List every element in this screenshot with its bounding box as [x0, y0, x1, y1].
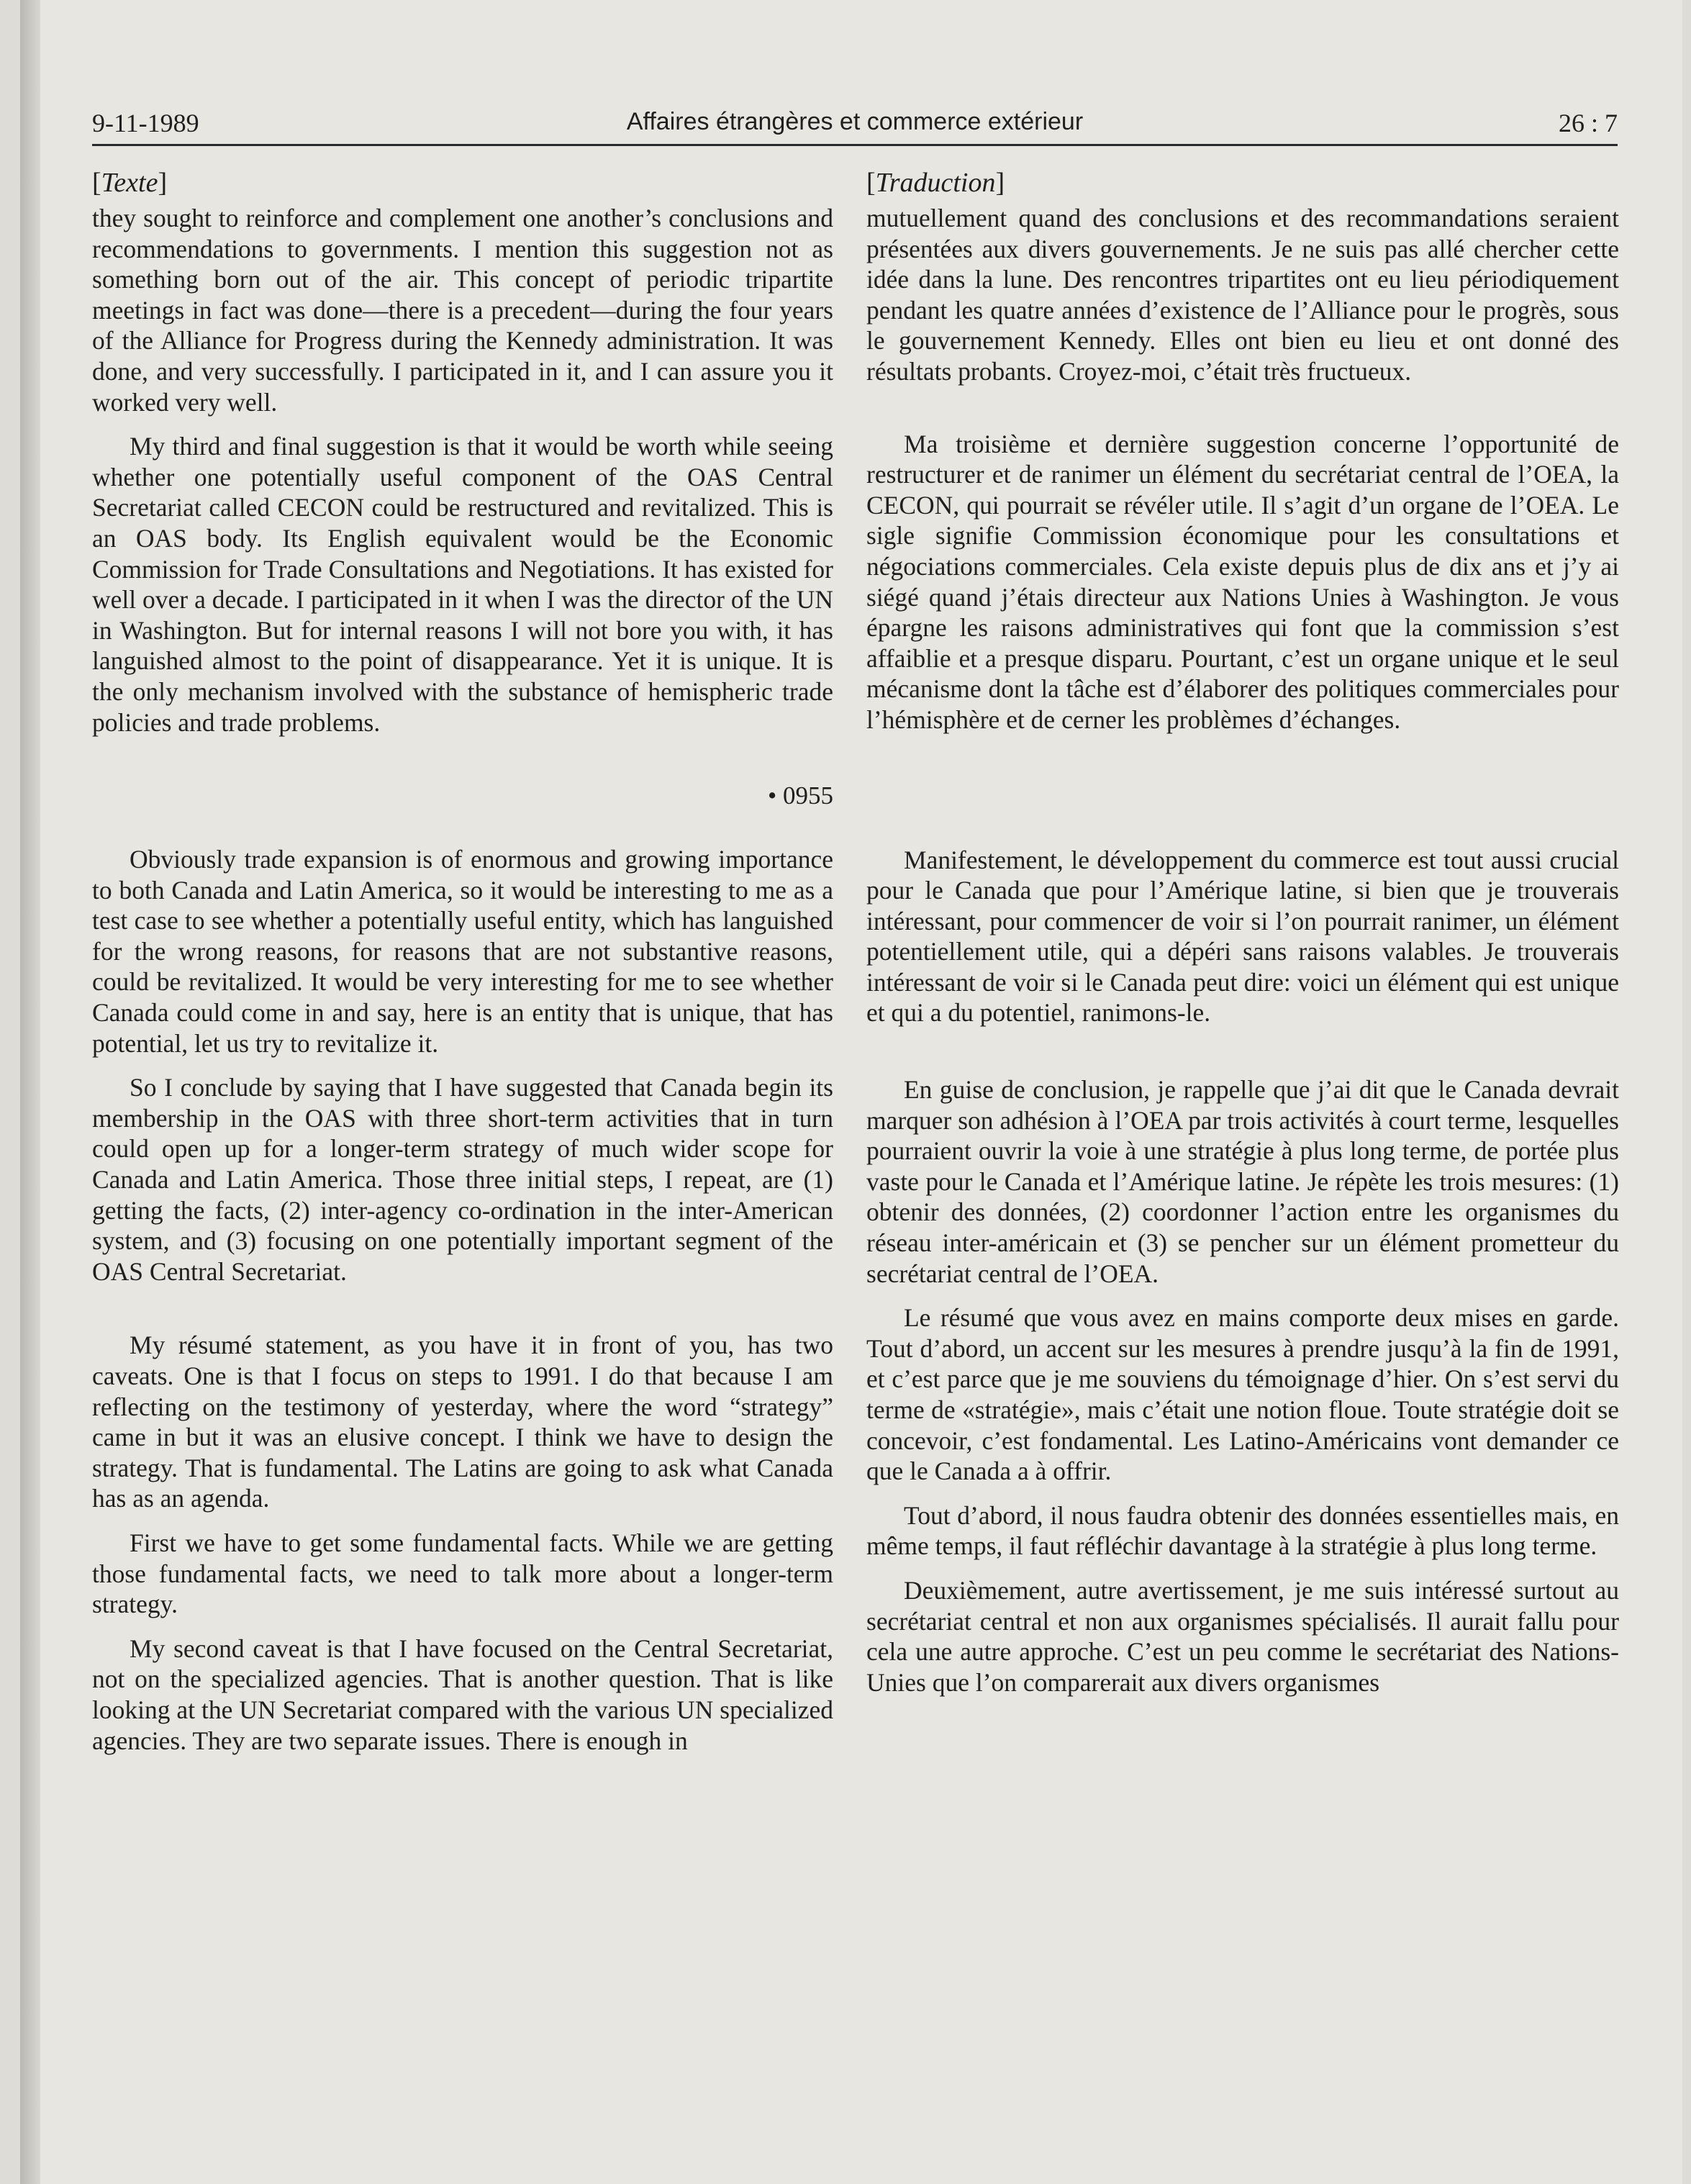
header-date: 9-11-1989: [92, 109, 199, 137]
header-page-number: 26 : 7: [1558, 109, 1618, 137]
french-column: [866, 167, 1619, 1698]
paragraph: My résumé statement, as you have it in front of you, has two caveats. One is that I focus on steps to 1991. I do that because I am reflecting on the testimony of yesterday, where the word “strategy” came in but it was an elusive concept. I think we have to design the strategy. That is fundamental. The Latins are going to ask what Canada has as an agenda.: [92, 1331, 833, 1513]
page-header: [92, 108, 1618, 141]
column-label-texte: [Texte]: [92, 168, 168, 198]
paragraph: So I conclude by saying that I have suggested that Canada begin its membership in the OAS with three short-term activities that in turn could open up for a longer-term strategy of much wider scope for Canada and Latin America. Those three initial steps, I repeat, are (1) getting the facts, (2) inter-agency co-ordination in the inter-American system, and (3) focusing on one potentially important segment of the OAS Central Secretariat.: [92, 1073, 833, 1286]
paragraph: Obviously trade expansion is of enormous and growing importance to both Canada and Latin America, so it would be interesting to me as a test case to see whether a potentially useful entity, which has languished for the wrong reasons, for reasons that are not substantive reasons, could be revitalized. It would be very interesting for me to see whether Canada could come in and say, here is an entity that is unique, that has potential, let us try to revitalize it.: [92, 845, 833, 1058]
paragraph: En guise de conclusion, je rappelle que j’ai dit que le Canada devrait marquer son adhésion à l’OEA par trois activités à court terme, lesquelles pourraient ouvrir la voie à une stratégie à plus long terme, de portée plus vaste pour le Canada et l’Amérique latine. Je répète les trois mesures: (1) obtenir des données, (2) coordonner l’action entre les organismes du réseau inter-américain et (3) se pencher sur un élément prometteur du secrétariat central de l’OEA.: [866, 1075, 1619, 1288]
paragraph: Ma troisième et dernière suggestion concerne l’opportunité de restructurer et de ranimer un élément du secrétariat central de l’OEA, la CECON, qui pourrait se révéler utile. Il s’agit d’un organe de l’OEA. Le sigle signifie Commission économique pour les consultations et négociations commerciales. Cela existe depuis plus de dix ans et j’y ai siégé quand j’étais directeur aux Nations Unies à Washington. Je vous épargne les raisons administratives qui font que la commission s’est affaiblie et a presque disparu. Pourtant, c’est un organe unique et le seul mécanisme dont la tâche est d’élaborer des politiques commerciales pour l’hémisphère et de cerner les problèmes d’échanges.: [866, 429, 1619, 734]
time-marker: • 0955: [767, 781, 833, 810]
english-column: [92, 167, 833, 1756]
binding-edge: [20, 0, 40, 2184]
header-rule: [92, 144, 1618, 146]
paragraph: First we have to get some fundamental facts. While we are getting those fundamental facts, we need to talk more about a longer-term strategy.: [92, 1528, 833, 1619]
column-label-traduction: [Traduction]: [866, 168, 1005, 198]
paragraph: My third and final suggestion is that it would be worth while seeing whether one potentially useful component of the OAS Central Secretariat called CECON could be restructured and revitalized. This is an OAS body. Its English equivalent would be the Economic Commission for Trade Consultations and Negotiations. It has existed for well over a decade. I participated in it when I was the director of the UN in Washington. But for internal reasons I will not bore you with, it has languished almost to the point of disappearance. Yet it is unique. It is the only mechanism involved with the substance of hemispheric trade policies and trade problems.: [92, 432, 833, 737]
paragraph: mutuellement quand des conclusions et des recommandations seraient présentées aux divers gouvernements. Je ne suis pas allé chercher cette idée dans la lune. Des rencontres tripartites ont eu lieu périodiquement pendant les quatre années d’existence de l’Alliance pour le progrès, sous le gouvernement Kennedy. Elles ont bien eu lieu et ont donné des résultats probants. Croyez-moi, c’était très fructueux.: [866, 204, 1619, 386]
paragraph: Le résumé que vous avez en mains comporte deux mises en garde. Tout d’abord, un accent sur les mesures à prendre jusqu’à la fin de 1991, et c’est parce que je me souviens du témoignage d’hier. On s’est servi du terme de «stratégie», mais c’était une notion floue. Toute stratégie doit se concevoir, c’est fondamental. Les Latino-Américains vont demander ce que le Canada a à offrir.: [866, 1303, 1619, 1486]
header-title: Affaires étrangères et commerce extérieur: [626, 108, 1084, 135]
paragraph: they sought to reinforce and complement one another’s conclusions and recommendations to governments. I mention this suggestion not as something born out of the air. This concept of periodic tripartite meetings in fact was done—there is a precedent—during the four years of the Alliance for Progress during the Kennedy administration. It was done, and very successfully. I participated in it, and I can assure you it worked very well.: [92, 204, 833, 417]
paragraph: Deuxièmement, autre avertissement, je me suis intéressé surtout au secrétariat central et non aux organismes spécialisés. Il aurait fallu pour cela une autre approche. C’est un peu comme le secrétariat des Nations-Unies que l’on comparerait aux divers organismes: [866, 1575, 1619, 1697]
paragraph: Manifestement, le développement du commerce est tout aussi crucial pour le Canada que pour l’Amérique latine, si bien que je trouverais intéressant, pour commencer de voir si l’on pourrait ranimer, un élément potentiellement utile, qui a dépéri sans raisons valables. Je trouverais intéressant de voir si le Canada peut dire: voici un élément qui est unique et qui a du potentiel, ranimons-le.: [866, 845, 1619, 1028]
paragraph: My second caveat is that I have focused on the Central Secretariat, not on the specialized agencies. That is another question. That is like looking at the UN Secretariat compared with the various UN specialized agencies. They are two separate issues. There is enough in: [92, 1634, 833, 1755]
paragraph: Tout d’abord, il nous faudra obtenir des données essentielles mais, en même temps, il faut réfléchir davantage à la stratégie à plus long terme.: [866, 1500, 1619, 1561]
